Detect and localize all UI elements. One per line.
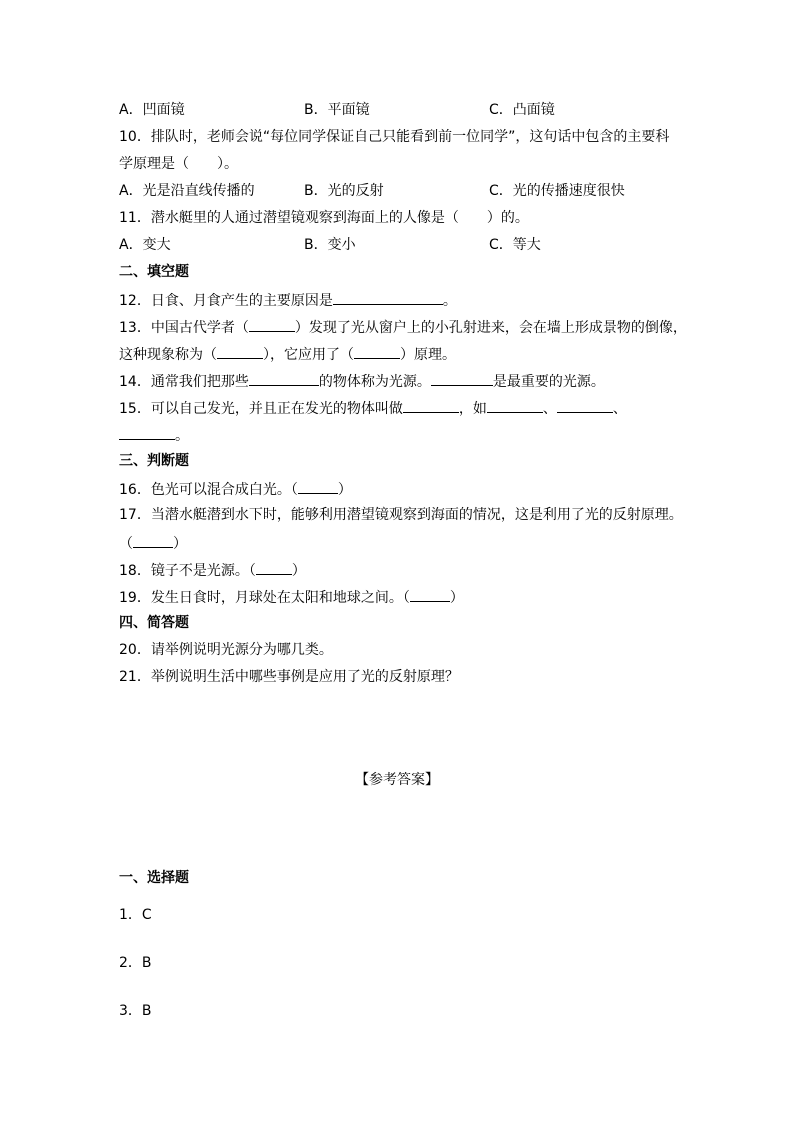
q18-text: 18．镜子不是光源。（: [119, 563, 256, 579]
q11-option-c: C．等大: [489, 237, 541, 253]
q16: [119, 478, 352, 500]
q13-text-e: ）原理。: [400, 347, 456, 363]
q18-blank[interactable]: [256, 559, 292, 575]
q10-option-b: B．光的反射: [304, 183, 384, 199]
q16-end: ）: [337, 482, 352, 498]
q14-blank-1[interactable]: [249, 370, 319, 386]
q15-line1: [119, 397, 627, 419]
q14-text-a: 14．通常我们把那些: [119, 374, 249, 390]
section-short-answer-heading: 四、简答题: [119, 615, 189, 631]
q17-line1: 17．当潜水艇潜到水下时，能够利用潜望镜观察到海面的情况，这是利用了光的反射原理。: [119, 507, 683, 523]
q16-text: 16．色光可以混合成白光。（: [119, 482, 298, 498]
q14-text-b: 的物体称为光源。: [318, 374, 431, 390]
q15-line2: [119, 424, 189, 446]
q17-open: （: [119, 536, 133, 552]
q10-option-a: A．光是沿直线传播的: [119, 183, 255, 199]
q13-text-a: 13．中国古代学者（: [119, 320, 249, 336]
q18-end: ）: [291, 563, 306, 579]
q19-end: ）: [449, 590, 464, 606]
q17-blank[interactable]: [133, 532, 173, 548]
answer-2: 2．B: [119, 955, 152, 971]
q13-text-d: ），它应用了（: [263, 347, 354, 363]
q15-blank-4[interactable]: [119, 424, 175, 440]
q20: 20．请举例说明光源分为哪几类。: [119, 642, 333, 658]
q13-blank-1[interactable]: [249, 316, 295, 332]
q9-option-a: A．凹面镜: [119, 102, 185, 118]
q19: [119, 586, 464, 608]
q14-text-c: 是最重要的光源。: [492, 374, 605, 390]
q10-line2: 学原理是（ ）。: [119, 156, 238, 172]
q19-text: 19．发生日食时，月球处在太阳和地球之间。（: [119, 590, 410, 606]
q15-text-a: 15．可以自己发光，并且正在发光的物体叫做: [119, 401, 403, 417]
q19-blank[interactable]: [410, 586, 450, 602]
q13-text-b: ）发现了光从窗户上的小孔射进来，会在墙上形成景物的倒像，: [294, 320, 687, 336]
q13-blank-2[interactable]: [217, 343, 263, 359]
q14-blank-2[interactable]: [431, 370, 493, 386]
q13-text-c: 这种现象称为（: [119, 347, 217, 363]
q9-option-c: C．凸面镜: [489, 102, 555, 118]
q12: [119, 289, 457, 311]
q9-option-b: B．平面镜: [304, 102, 370, 118]
q11-line1: 11．潜水艇里的人通过潜望镜观察到海面上的人像是（ ）的。: [119, 210, 529, 226]
q13-line2: [119, 343, 456, 365]
q15-blank-2[interactable]: [487, 397, 543, 413]
q12-text: 12．日食、月食产生的主要原因是: [119, 293, 333, 309]
answer-section1-heading: 一、选择题: [119, 870, 189, 886]
q17-line2: [119, 532, 187, 554]
section-fill-in-heading: 二、填空题: [119, 264, 189, 280]
answer-key-title: 【参考答案】: [355, 772, 439, 788]
q15-blank-1[interactable]: [403, 397, 459, 413]
q11-option-a: A．变大: [119, 237, 171, 253]
answer-3: 3．B: [119, 1003, 152, 1019]
q21: 21．举例说明生活中哪些事例是应用了光的反射原理？: [119, 669, 459, 685]
q14: [119, 370, 605, 392]
q12-blank[interactable]: [333, 289, 443, 305]
q15-text-c: 、: [542, 401, 557, 417]
q15-text-e: 。: [175, 428, 189, 444]
q15-blank-3[interactable]: [557, 397, 613, 413]
q16-blank[interactable]: [298, 478, 338, 494]
q11-option-b: B．变小: [304, 237, 356, 253]
section-true-false-heading: 三、判断题: [119, 453, 189, 469]
q13-line1: [119, 316, 687, 338]
q13-blank-3[interactable]: [354, 343, 400, 359]
q12-end: 。: [442, 293, 457, 309]
q15-text-b: ，如: [458, 401, 487, 417]
answer-1: 1．C: [119, 907, 152, 923]
q17-close: ）: [173, 536, 187, 552]
q18: [119, 559, 306, 581]
q10-option-c: C．光的传播速度很快: [489, 183, 625, 199]
q10-line1: 10．排队时，老师会说“每位同学保证自己只能看到前一位同学”，这句话中包含的主要科: [119, 129, 670, 145]
q15-text-d: 、: [612, 401, 627, 417]
